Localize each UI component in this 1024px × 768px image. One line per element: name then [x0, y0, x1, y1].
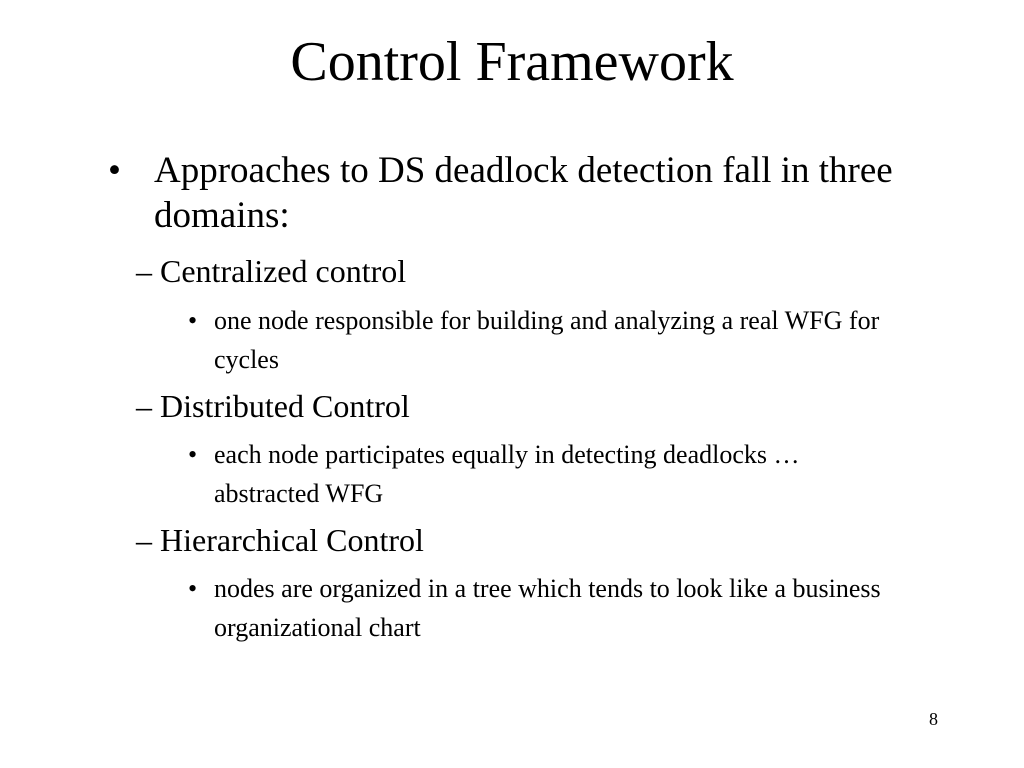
- main-bullet-text: Approaches to DS deadlock detection fall in three domains:: [154, 150, 893, 237]
- sub-item-distributed: – Distributed Control: [136, 387, 410, 424]
- detail-centralized-text: one node responsible for building and analyzing a real WFG for cycles: [214, 305, 880, 374]
- bullet-icon: •: [188, 305, 198, 335]
- detail-hierarchical-text: nodes are organized in a tree which tends to look like a business organizational chart: [214, 574, 881, 643]
- detail-distributed: [188, 435, 970, 513]
- sub-item-centralized: – Centralized control: [136, 253, 407, 290]
- main-bullet: [110, 148, 970, 238]
- bullet-icon: •: [188, 440, 198, 470]
- detail-distributed-text: each node participates equally in detecting deadlocks … abstracted WFG: [214, 440, 800, 509]
- detail-hierarchical: [188, 569, 970, 647]
- bullet-icon: •: [188, 574, 198, 604]
- bullet-icon: •: [108, 150, 121, 191]
- detail-centralized: [188, 301, 970, 379]
- slide-title: Control Framework: [290, 31, 734, 93]
- sub-item-hierarchical: – Hierarchical Control: [136, 522, 424, 559]
- page-number: 8: [929, 709, 938, 729]
- slide-content: [110, 148, 970, 655]
